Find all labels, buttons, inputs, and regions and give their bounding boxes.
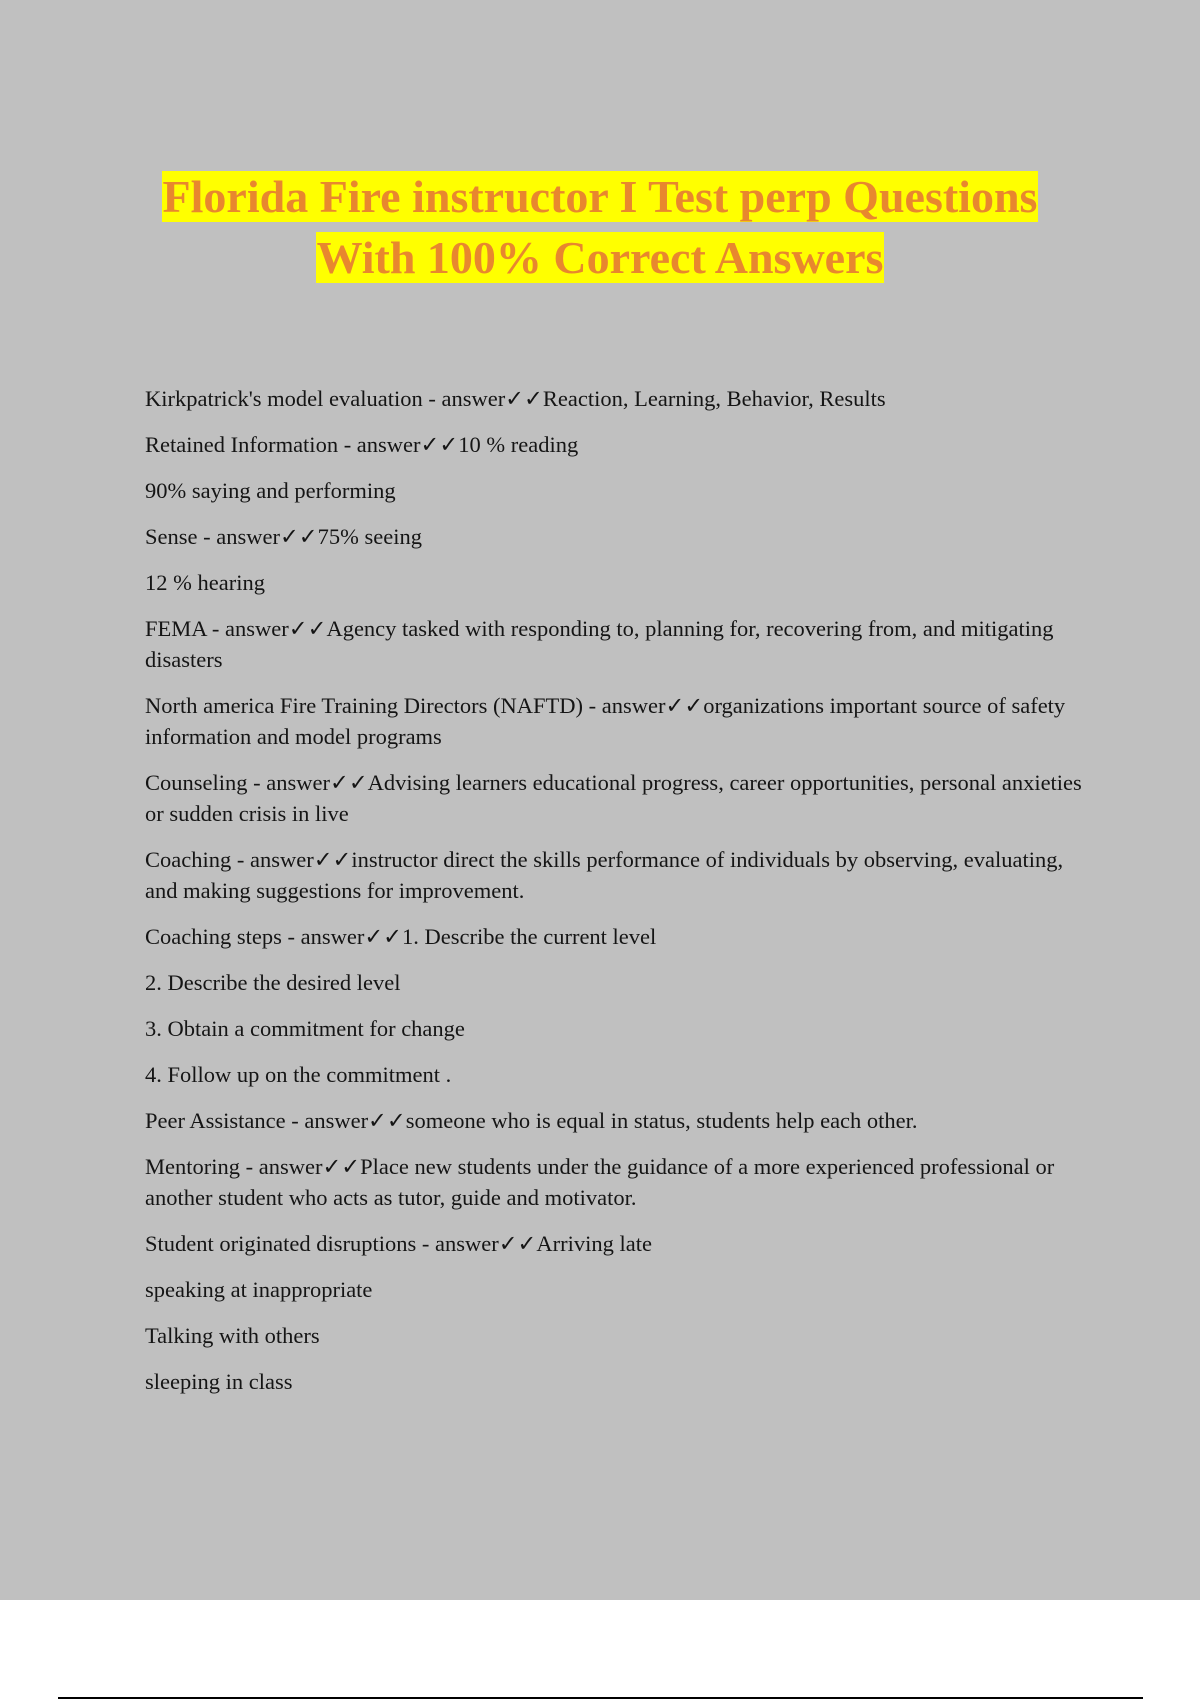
paragraph-coaching: Coaching - answer✓✓instructor direct the skills performance of individuals by observing, evaluating, and making suggestions for improvement. xyxy=(145,847,1064,903)
paragraph-speaking-inappropriate: speaking at inappropriate xyxy=(145,1277,373,1302)
paragraph-sense: Sense - answer✓✓75% seeing xyxy=(145,524,423,549)
paragraph-hearing: 12 % hearing xyxy=(145,570,265,595)
paragraph-coaching-step-3: 3. Obtain a commitment for change xyxy=(145,1016,465,1041)
paragraph-student-disruptions: Student originated disruptions - answer✓✓Arriving late xyxy=(145,1231,652,1256)
paragraph-sleeping-in-class: sleeping in class xyxy=(145,1369,293,1394)
paragraph-coaching-steps: Coaching steps - answer✓✓1. Describe the current level xyxy=(145,924,657,949)
footer-divider xyxy=(58,1697,1143,1699)
paragraph-saying-performing: 90% saying and performing xyxy=(145,478,396,503)
paragraph-coaching-step-2: 2. Describe the desired level xyxy=(145,970,401,995)
title-line-1: Florida Fire instructor I Test perp Questions xyxy=(162,171,1038,222)
paragraph-mentoring: Mentoring - answer✓✓Place new students under the guidance of a more experienced professional or another student who acts as tutor, guide and motivator. xyxy=(145,1154,1055,1210)
paragraph-counseling: Counseling - answer✓✓Advising learners educational progress, career opportunities, personal anxieties or sudden crisis in live xyxy=(145,770,1082,826)
paragraph-fema: FEMA - answer✓✓Agency tasked with responding to, planning for, recovering from, and mitigating disasters xyxy=(145,616,1054,672)
title-line-2: With 100% Correct Answers xyxy=(316,232,884,283)
paragraph-talking-with-others: Talking with others xyxy=(145,1323,320,1348)
paragraph-kirkpatrick: Kirkpatrick's model evaluation - answer✓✓Reaction, Learning, Behavior, Results xyxy=(145,386,886,411)
document-body xyxy=(145,383,1085,1412)
document-title xyxy=(0,166,1200,288)
paragraph-retained-information: Retained Information - answer✓✓10 % reading xyxy=(145,432,579,457)
paragraph-naftd: North america Fire Training Directors (NAFTD) - answer✓✓organizations important source of safety information and model programs xyxy=(145,693,1066,749)
paragraph-coaching-step-4: 4. Follow up on the commitment . xyxy=(145,1062,452,1087)
paragraph-peer-assistance: Peer Assistance - answer✓✓someone who is equal in status, students help each other. xyxy=(145,1108,918,1133)
